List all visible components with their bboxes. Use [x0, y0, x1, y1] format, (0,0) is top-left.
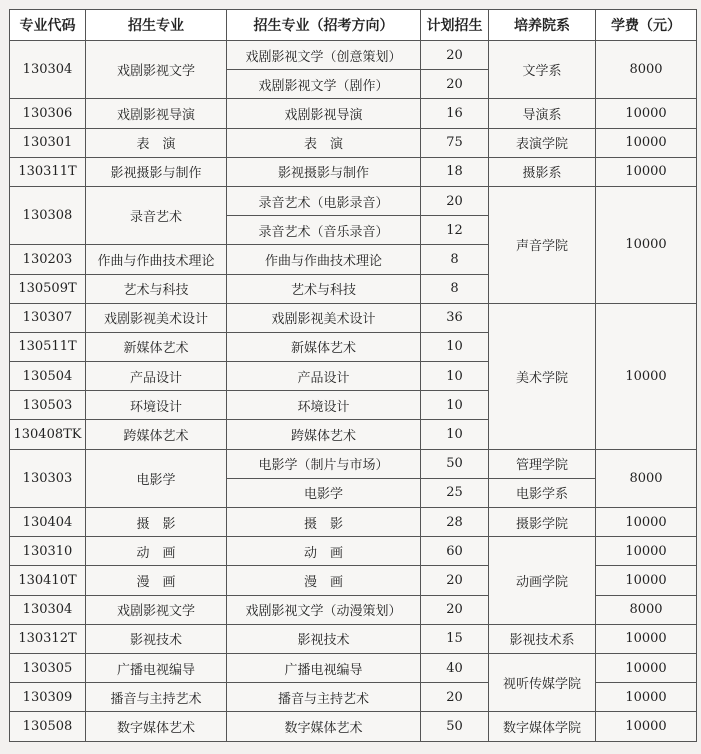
table-row [10, 712, 697, 741]
cell-fee: 10000 [596, 683, 697, 712]
cell-direction: 电影学 [227, 478, 421, 507]
cell-plan: 8 [421, 245, 489, 274]
cell-plan: 20 [421, 186, 489, 215]
cell-code: 130312T [10, 624, 86, 653]
cell-dept: 文学系 [489, 41, 596, 99]
cell-code: 130307 [10, 303, 86, 332]
cell-dept: 电影学系 [489, 478, 596, 507]
cell-direction: 漫 画 [227, 566, 421, 595]
cell-dept: 动画学院 [489, 537, 596, 625]
header-dept: 培养院系 [489, 10, 596, 41]
cell-plan: 25 [421, 478, 489, 507]
cell-code: 130309 [10, 683, 86, 712]
cell-fee: 10000 [596, 537, 697, 566]
cell-major: 摄 影 [86, 508, 227, 537]
header-plan: 计划招生 [421, 10, 489, 41]
cell-plan: 18 [421, 157, 489, 186]
admissions-table-container [9, 9, 697, 742]
cell-dept: 声音学院 [489, 186, 596, 303]
cell-direction: 戏剧影视美术设计 [227, 303, 421, 332]
cell-code: 130408TK [10, 420, 86, 449]
cell-major: 作曲与作曲技术理论 [86, 245, 227, 274]
cell-plan: 10 [421, 391, 489, 420]
cell-direction: 戏剧影视文学（动漫策划） [227, 595, 421, 624]
cell-major: 环境设计 [86, 391, 227, 420]
cell-plan: 40 [421, 653, 489, 682]
cell-direction: 产品设计 [227, 362, 421, 391]
cell-major: 戏剧影视文学 [86, 41, 227, 99]
cell-code: 130304 [10, 41, 86, 99]
cell-code: 130304 [10, 595, 86, 624]
cell-major: 播音与主持艺术 [86, 683, 227, 712]
cell-plan: 20 [421, 41, 489, 70]
cell-direction: 电影学（制片与市场） [227, 449, 421, 478]
cell-dept: 导演系 [489, 99, 596, 128]
cell-dept: 视听传媒学院 [489, 653, 596, 711]
cell-code: 130503 [10, 391, 86, 420]
cell-plan: 75 [421, 128, 489, 157]
cell-major: 跨媒体艺术 [86, 420, 227, 449]
cell-fee: 10000 [596, 99, 697, 128]
cell-code: 130308 [10, 186, 86, 244]
cell-code: 130310 [10, 537, 86, 566]
cell-major: 戏剧影视导演 [86, 99, 227, 128]
cell-direction: 环境设计 [227, 391, 421, 420]
cell-plan: 50 [421, 449, 489, 478]
cell-direction: 影视摄影与制作 [227, 157, 421, 186]
table-row [10, 157, 697, 186]
cell-major: 数字媒体艺术 [86, 712, 227, 741]
cell-major: 表 演 [86, 128, 227, 157]
cell-dept: 管理学院 [489, 449, 596, 478]
cell-dept: 表演学院 [489, 128, 596, 157]
table-row [10, 624, 697, 653]
cell-code: 130404 [10, 508, 86, 537]
cell-code: 130311T [10, 157, 86, 186]
cell-direction: 数字媒体艺术 [227, 712, 421, 741]
table-row [10, 186, 697, 215]
cell-direction: 广播电视编导 [227, 653, 421, 682]
cell-direction: 戏剧影视文学（创意策划） [227, 41, 421, 70]
cell-plan: 28 [421, 508, 489, 537]
cell-plan: 20 [421, 683, 489, 712]
cell-direction: 戏剧影视导演 [227, 99, 421, 128]
cell-plan: 16 [421, 99, 489, 128]
cell-code: 130504 [10, 362, 86, 391]
cell-fee: 8000 [596, 41, 697, 99]
cell-direction: 艺术与科技 [227, 274, 421, 303]
table-row [10, 508, 697, 537]
cell-major: 录音艺术 [86, 186, 227, 244]
table-row [10, 537, 697, 566]
header-fee: 学费（元） [596, 10, 697, 41]
cell-direction: 录音艺术（电影录音） [227, 186, 421, 215]
table-row [10, 653, 697, 682]
cell-fee: 10000 [596, 653, 697, 682]
cell-direction: 戏剧影视文学（剧作） [227, 70, 421, 99]
table-header-row [10, 10, 697, 41]
header-major: 招生专业 [86, 10, 227, 41]
header-code: 专业代码 [10, 10, 86, 41]
cell-direction: 跨媒体艺术 [227, 420, 421, 449]
cell-direction: 作曲与作曲技术理论 [227, 245, 421, 274]
cell-code: 130203 [10, 245, 86, 274]
admissions-table [9, 9, 697, 742]
cell-plan: 10 [421, 362, 489, 391]
cell-major: 电影学 [86, 449, 227, 507]
cell-code: 130410T [10, 566, 86, 595]
cell-plan: 12 [421, 216, 489, 245]
cell-code: 130303 [10, 449, 86, 507]
cell-dept: 数字媒体学院 [489, 712, 596, 741]
cell-dept: 摄影系 [489, 157, 596, 186]
header-direction: 招生专业（招考方向） [227, 10, 421, 41]
cell-fee: 10000 [596, 566, 697, 595]
cell-plan: 10 [421, 332, 489, 361]
cell-plan: 36 [421, 303, 489, 332]
cell-dept: 影视技术系 [489, 624, 596, 653]
cell-code: 130511T [10, 332, 86, 361]
cell-fee: 10000 [596, 157, 697, 186]
cell-major: 影视技术 [86, 624, 227, 653]
cell-major: 漫 画 [86, 566, 227, 595]
cell-code: 130306 [10, 99, 86, 128]
cell-fee: 10000 [596, 508, 697, 537]
cell-fee: 10000 [596, 624, 697, 653]
cell-code: 130301 [10, 128, 86, 157]
cell-fee: 10000 [596, 712, 697, 741]
cell-major: 广播电视编导 [86, 653, 227, 682]
cell-plan: 20 [421, 595, 489, 624]
cell-plan: 60 [421, 537, 489, 566]
cell-fee: 10000 [596, 128, 697, 157]
cell-direction: 新媒体艺术 [227, 332, 421, 361]
cell-major: 动 画 [86, 537, 227, 566]
table-row [10, 303, 697, 332]
cell-fee: 10000 [596, 186, 697, 303]
table-row [10, 41, 697, 70]
cell-code: 130509T [10, 274, 86, 303]
cell-plan: 20 [421, 70, 489, 99]
cell-plan: 50 [421, 712, 489, 741]
cell-major: 影视摄影与制作 [86, 157, 227, 186]
cell-code: 130305 [10, 653, 86, 682]
cell-major: 艺术与科技 [86, 274, 227, 303]
cell-direction: 表 演 [227, 128, 421, 157]
cell-major: 产品设计 [86, 362, 227, 391]
cell-dept: 美术学院 [489, 303, 596, 449]
cell-direction: 动 画 [227, 537, 421, 566]
cell-direction: 影视技术 [227, 624, 421, 653]
cell-plan: 15 [421, 624, 489, 653]
cell-major: 戏剧影视美术设计 [86, 303, 227, 332]
cell-direction: 摄 影 [227, 508, 421, 537]
table-row [10, 128, 697, 157]
table-row [10, 99, 697, 128]
cell-major: 戏剧影视文学 [86, 595, 227, 624]
cell-major: 新媒体艺术 [86, 332, 227, 361]
table-row [10, 449, 697, 478]
cell-plan: 20 [421, 566, 489, 595]
cell-plan: 8 [421, 274, 489, 303]
cell-dept: 摄影学院 [489, 508, 596, 537]
cell-direction: 播音与主持艺术 [227, 683, 421, 712]
cell-plan: 10 [421, 420, 489, 449]
cell-code: 130508 [10, 712, 86, 741]
cell-direction: 录音艺术（音乐录音） [227, 216, 421, 245]
cell-fee: 10000 [596, 303, 697, 449]
cell-fee: 8000 [596, 595, 697, 624]
cell-fee: 8000 [596, 449, 697, 507]
